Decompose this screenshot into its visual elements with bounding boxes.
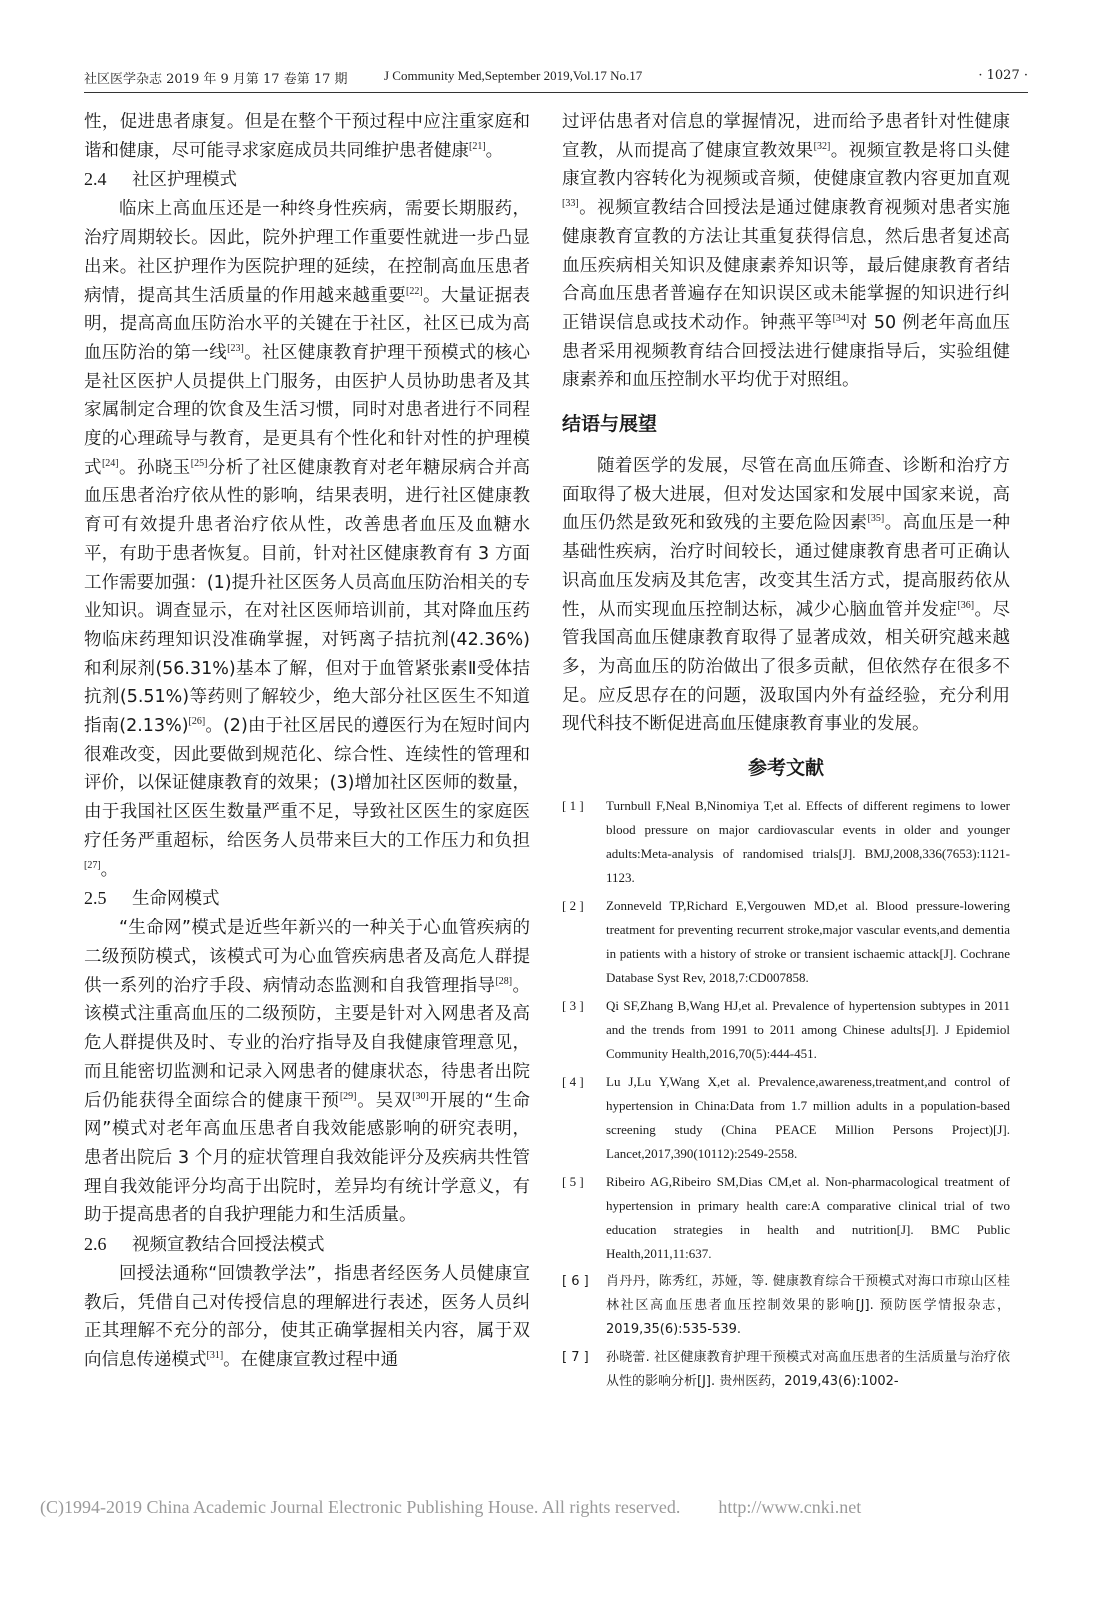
reference-item: [ 1 ] Turnbull F,Neal B,Ninomiya T,et al. Effects of different regimens to lower blood pressure on major cardiovascular events in older and younger adults:Meta-analysis of randomised trials[J]. BMJ,2008,336(7653):1121-1123. (562, 798, 1010, 886)
copyright-text: (C)1994-2019 China Academic Journal Electronic Publishing House. All rights reserved. (40, 1497, 681, 1517)
paragraph-teach-back: 回授法通称“回馈教学法”，指患者经医务人员健康宣教后，凭借自己对传授信息的理解进行表述，医务人员纠正其理解不充分的部分，使其正确掌握相关内容，属于双向信息传递模式[31]。在健康宣教过程中通 (84, 1264, 530, 1371)
paragraph-continuation-right: 过评估患者对信息的掌握情况，进而给予患者针对性健康宣教，从而提高了健康宣教效果[32]。视频宣教是将口头健康宣教内容转化为视频或音频，使健康宣教内容更加直观[33]。视频宣教结合回授法是通过健康教育视频对患者实施健康教育宣教的方法让其重复获得信息，然后患者复述高血压疾病相关知识及健康素养知识等，最后健康教育者结合高血压患者普遍存在知识误区或未能掌握的知识进行纠正错误信息或技术动作。钟燕平等[34]对 50 例老年高血压患者采用视频教育结合回授法进行健康指导后，实验组健康素养和血压控制水平均优于对照组。 (562, 112, 1011, 391)
references-heading: 参考文献 (747, 757, 824, 780)
citation: [31] (206, 1350, 224, 1362)
reference-item: [ 6 ] 肖丹丹，陈秀红，苏娅，等. 健康教育综合干预模式对海口市琼山区桂林社区高血压患者血压控制效果的影响[J]. 预防医学情报杂志，2019,35(6):535-539. (562, 1274, 1010, 1338)
footer-url: http://www.cnki.net (718, 1497, 862, 1517)
reference-item: [ 3 ] Qi SF,Zhang B,Wang HJ,et al. Prevalence of hypertension subtypes in 2011 and the trends from 1991 to 2011 among Chinese adults[J]. J Epidemiol Community Health,2016,70(5):444-451. (562, 998, 1010, 1062)
copyright-footer (40, 1497, 861, 1518)
citation: [24] (101, 457, 119, 469)
section-heading-2-4: 2.4 社区护理模式 (84, 169, 237, 191)
citation: [33] (562, 198, 579, 210)
section-heading-2-6: 2.6 视频宣教结合回授法模式 (84, 1234, 325, 1256)
reference-item: [ 4 ] Lu J,Lu Y,Wang X,et al. Prevalence,awareness,treatment,and control of hypertension in China:Data from 1.7 million adults in a population-based screening study (China PEACE Million Persons Project)[J]. Lancet,2017,390(10112):2549-2558. (562, 1074, 1010, 1162)
paragraph-life-net: “生命网”模式是近些年新兴的一种关于心血管疾病的二级预防模式，该模式可为心血管疾病患者及高危人群提供一系列的治疗手段、病情动态监测和自我管理指导[28]。该模式注重高血压的二级预防，主要是针对入网患者及高危人群提供及时、专业的治疗指导及自我健康管理意见，而且能密切监测和记录入网患者的健康状态，待患者出院后仍能获得全面综合的健康干预[29]。吴双[30]开展的“生命网”模式对老年高血压患者自我效能感影响的研究表明，患者出院后 3 个月的症状管理自我效能评分及疾病共性管理自我效能评分均高于出院时，差异均有统计学意义，有助于提高患者的自我护理能力和生活质量。 (84, 918, 531, 1226)
right-column (562, 108, 1010, 1398)
citation: [21] (469, 140, 486, 152)
conclusion-heading: 结语与展望 (562, 413, 658, 436)
journal-title-zh: 社区医学杂志 2019 年 9 月第 17 卷第 17 期 (84, 72, 348, 87)
citation: [28] (495, 975, 513, 987)
header-rule (84, 92, 1028, 93)
citation: [27] (84, 859, 101, 871)
citation: [22] (406, 285, 423, 297)
reference-item: [ 7 ] 孙晓蕾. 社区健康教育护理干预模式对高血压患者的生活质量与治疗依从性的影响分析[J]. 贵州医药，2019,43(6):1002- (562, 1350, 1010, 1390)
citation: [25] (190, 457, 208, 469)
reference-item: [ 2 ] Zonneveld TP,Richard E,Vergouwen MD,et al. Blood pressure-lowering treatment for preventing recurrent stroke,major vascular events,and dementia in patients with a history of stroke or transient ischaemic attack[J]. Cochrane Database Syst Rev, 2018,7:CD007858. (562, 898, 1010, 986)
journal-title-en: J Community Med,September 2019,Vol.17 No.17 (384, 68, 643, 83)
paragraph-community-nursing: 临床上高血压还是一种终身性疾病，需要长期服药，治疗周期较长。因此，院外护理工作重要性就进一步凸显出来。社区护理作为医院护理的延续，在控制高血压患者病情，提高其生活质量的作用越来越重要[22]。大量证据表明，提高高血压防治水平的关键在于社区，社区已成为高血压防治的第一线[23]。社区健康教育护理干预模式的核心是社区医护人员提供上门服务，由医护人员协助患者及其家属制定合理的饮食及生活习惯，同时对患者进行不同程度的心理疏导与教育，是更具有个性化和针对性的护理模式[24]。孙晓玉[25]分析了社区健康教育对老年糖尿病合并高血压患者治疗依从性的影响，结果表明，进行社区健康教育可有效提升患者治疗依从性，改善患者血压及血糖水平，有助于患者恢复。目前，针对社区健康教育有 3 方面工作需要加强：(1)提升社区医务人员高血压防治相关的专业知识。调查显示，在对社区医师培训前，其对降血压药物临床药理知识没准确掌握，对钙离子拮抗剂(42.36%)和利尿剂(56.31%)基本了解，但对于血管紧张素Ⅱ受体拮抗剂(5.51%)等药则了解较少，绝大部分社区医生不知道指南(2.13%)[26]。(2)由于社区居民的遵医行为在短时间内很难改变，因此要做到规范化、综合性、连续性的管理和评价，以保证健康教育的效果；(3)增加社区医师的数量，由于我国社区医生数量严重不足，导致社区医生的家庭医疗任务严重超标，给医务人员带来巨大的工作压力和负担[27]。 (84, 199, 531, 880)
section-heading-2-5: 2.5 生命网模式 (84, 888, 220, 910)
citation: [29] (339, 1090, 357, 1102)
left-column (84, 108, 530, 1375)
citation: [26] (188, 716, 206, 728)
reference-list (562, 794, 1010, 1394)
paragraph-continuation: 性，促进患者康复。但是在整个干预过程中应注重家庭和谐和健康，尽可能寻求家庭成员共同维护患者健康[21]。 (84, 112, 530, 161)
citation: [35] (867, 513, 885, 525)
page-number: · 1027 · (978, 68, 1028, 83)
reference-item: [ 5 ] Ribeiro AG,Ribeiro SM,Dias CM,et al. Non-pharmacological treatment of hypertension in primary health care:A comparative clinical trial of two education strategies in health and nutrition[J]. BMC Public Health,2011,11:637. (562, 1174, 1010, 1262)
citation: [32] (813, 140, 831, 152)
paragraph-conclusion: 随着医学的发展，尽管在高血压筛查、诊断和治疗方面取得了极大进展，但对发达国家和发展中国家来说，高血压仍然是致死和致残的主要危险因素[35]。高血压是一种基础性疾病，治疗时间较长，通过健康教育患者可正确认识高血压发病及其危害，改变其生活方式，提高服药依从性，从而实现血压控制达标，减少心脑血管并发症[36]。尽管我国高血压健康教育取得了显著成效，相关研究越来越多，为高血压的防治做出了很多贡献，但依然存在很多不足。应反思存在的问题，汲取国内外有益经验，充分利用现代科技不断促进高血压健康教育事业的发展。 (562, 456, 1011, 735)
citation: [36] (957, 599, 975, 611)
citation: [30] (412, 1090, 429, 1102)
citation: [34] (832, 313, 850, 325)
citation: [23] (227, 343, 244, 355)
running-header (84, 68, 1028, 90)
